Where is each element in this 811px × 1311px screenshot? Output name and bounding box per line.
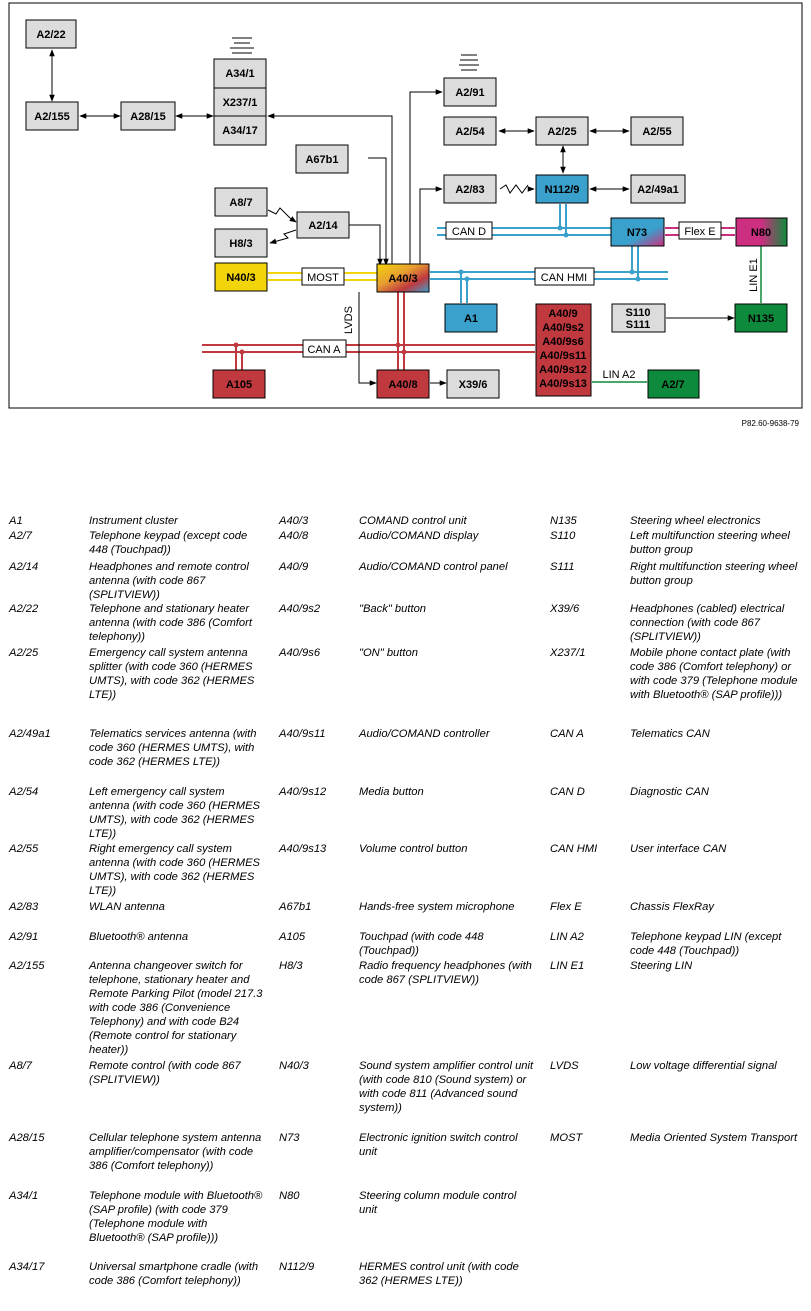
legend-code: N135 bbox=[550, 515, 577, 527]
n135-label: N135 bbox=[747, 313, 775, 325]
n73-label: N73 bbox=[626, 227, 648, 239]
legend-code: A67b1 bbox=[279, 901, 312, 913]
bus-label-can-a bbox=[303, 340, 346, 357]
legend-description: COMAND control unit bbox=[359, 515, 467, 527]
a34-17-label: A34/17 bbox=[222, 125, 258, 137]
a105-label: A105 bbox=[225, 379, 253, 391]
x237-1-label: X237/1 bbox=[222, 97, 258, 109]
box-a2-22 bbox=[26, 20, 76, 48]
s111-label: S111 bbox=[625, 319, 651, 331]
legend-code: A28/15 bbox=[9, 1132, 45, 1144]
legend-code: A2/25 bbox=[9, 647, 39, 659]
a40-9-label: A40/9 bbox=[548, 308, 578, 320]
legend-code: A40/9s6 bbox=[279, 647, 321, 659]
a2-83-label: A2/83 bbox=[455, 184, 485, 196]
legend-description: Telephone and stationary heater antenna (with code 386 (Comfort telephony)) bbox=[89, 603, 252, 643]
reference-code: P82.60-9638-79 bbox=[741, 419, 799, 428]
legend-description: Media button bbox=[359, 786, 424, 798]
legend-code: X237/1 bbox=[550, 647, 586, 659]
a34-1-label: A34/1 bbox=[225, 68, 255, 80]
a8-7-label: A8/7 bbox=[229, 197, 253, 209]
box-a2-54 bbox=[444, 117, 496, 145]
box-a8-7 bbox=[215, 188, 267, 216]
legend-description: Right multifunction steering wheel button group bbox=[630, 561, 798, 587]
box-a2-83 bbox=[444, 175, 496, 203]
bus-label-can-hmi bbox=[535, 268, 594, 285]
legend-description: Steering column module control unit bbox=[359, 1190, 517, 1216]
box-a28-15 bbox=[121, 102, 175, 130]
legend-description: Steering LIN bbox=[630, 960, 693, 972]
legend-code: S111 bbox=[550, 561, 575, 573]
a2-55-label: A2/55 bbox=[642, 126, 672, 138]
bus-label-most bbox=[302, 268, 344, 285]
svg-text:Flex E: Flex E bbox=[684, 226, 716, 238]
legend-code: MOST bbox=[550, 1132, 583, 1144]
legend-code: A40/9s12 bbox=[279, 786, 327, 798]
box-a105 bbox=[213, 370, 265, 398]
diagram-frame bbox=[9, 3, 802, 408]
svg-text:CAN A: CAN A bbox=[307, 344, 341, 356]
box-a2-49a1 bbox=[631, 175, 685, 203]
a40-9s12-label: A40/9s12 bbox=[539, 364, 587, 376]
a40-8-label: A40/8 bbox=[388, 379, 418, 391]
legend-description: Mobile phone contact plate (with code 386 (Comfort telephony) or with code 379 (Telephone module with Bluetooth® (SAP profile))) bbox=[630, 647, 798, 701]
legend-description: Radio frequency headphones (with code 867 (SPLITVIEW)) bbox=[359, 960, 532, 986]
a40-3-label: A40/3 bbox=[388, 273, 418, 285]
legend-code: CAN D bbox=[550, 786, 585, 798]
legend-description: User interface CAN bbox=[630, 843, 727, 855]
bus-label-flex-e bbox=[679, 222, 721, 239]
legend-code: A2/83 bbox=[9, 901, 39, 913]
legend-code: A2/22 bbox=[9, 603, 39, 615]
a2-22-label: A2/22 bbox=[36, 29, 66, 41]
legend-code: A2/54 bbox=[9, 786, 39, 798]
legend-description: Telephone keypad LIN (except code 448 (Touchpad)) bbox=[630, 931, 782, 957]
n40-3-label: N40/3 bbox=[226, 272, 256, 284]
legend-description: Telematics services antenna (with code 360 (HERMES UMTS), with code 362 (HERMES LTE)) bbox=[89, 728, 257, 768]
box-n135 bbox=[735, 304, 787, 332]
box-a40-8 bbox=[377, 370, 429, 398]
a2-49a1-label: A2/49a1 bbox=[637, 184, 679, 196]
legend-description: WLAN antenna bbox=[89, 901, 165, 913]
box-a2-7 bbox=[648, 370, 699, 398]
legend-description: Touchpad (with code 448 (Touchpad)) bbox=[359, 931, 484, 957]
legend-description: Instrument cluster bbox=[89, 515, 178, 527]
legend-description: Audio/COMAND control panel bbox=[359, 561, 508, 573]
legend-description: Sound system amplifier control unit (with code 810 (Sound system) or with code 811 (Advanced sound system)) bbox=[359, 1060, 534, 1114]
a40-9s11-label: A40/9s11 bbox=[539, 350, 587, 362]
legend-code: Flex E bbox=[550, 901, 582, 913]
legend-code: X39/6 bbox=[550, 603, 580, 615]
legend-description: Hands-free system microphone bbox=[359, 901, 515, 913]
box-a40-3 bbox=[377, 264, 429, 292]
bus-label-lin-a2 bbox=[602, 369, 635, 381]
s110-label: S110 bbox=[625, 307, 651, 319]
legend-code: A34/1 bbox=[9, 1190, 39, 1202]
legend-code: A2/155 bbox=[9, 960, 45, 972]
a2-155-label: A2/155 bbox=[34, 111, 70, 123]
n80-label: N80 bbox=[750, 227, 772, 239]
legend-description: Low voltage differential signal bbox=[630, 1060, 777, 1072]
legend-description: "ON" button bbox=[359, 647, 418, 659]
legend-description: Chassis FlexRay bbox=[630, 901, 714, 913]
box-x39-6 bbox=[447, 370, 499, 398]
a2-25-label: A2/25 bbox=[547, 126, 577, 138]
legend-description: Left emergency call system antenna (with code 360 (HERMES UMTS), with code 362 (HERMES LTE)) bbox=[89, 786, 261, 840]
legend-description: Right emergency call system antenna (with code 360 (HERMES UMTS), with code 362 (HERMES LTE)) bbox=[89, 843, 261, 897]
a40-9s6-label: A40/9s6 bbox=[542, 336, 584, 348]
legend-code: A2/7 bbox=[9, 530, 33, 542]
legend-code: A8/7 bbox=[9, 1060, 33, 1072]
a2-54-label: A2/54 bbox=[455, 126, 485, 138]
legend-description: Telephone module with Bluetooth® (SAP profile) (with code 379 (Telephone module with Bluetooth® (SAP profile))) bbox=[89, 1190, 263, 1244]
box-s110-s111 bbox=[612, 304, 665, 332]
legend-description: Volume control button bbox=[359, 843, 468, 855]
legend-code: CAN HMI bbox=[550, 843, 598, 855]
box-a2-155 bbox=[26, 102, 78, 130]
antenna-icon bbox=[230, 38, 479, 70]
legend-code: LIN A2 bbox=[550, 931, 584, 943]
a40-9s2-label: A40/9s2 bbox=[542, 322, 584, 334]
legend-description: Media Oriented System Transport bbox=[630, 1132, 798, 1144]
legend-code: N80 bbox=[279, 1190, 300, 1202]
legend-code: A40/9s13 bbox=[279, 843, 327, 855]
legend-code: A2/14 bbox=[9, 561, 39, 573]
legend-description: Telephone keypad (except code 448 (Touchpad)) bbox=[89, 530, 248, 556]
legend-description: Audio/COMAND display bbox=[359, 530, 479, 542]
box-n80 bbox=[736, 218, 787, 246]
legend-description: Headphones (cabled) electrical connection (with code 867 (SPLITVIEW)) bbox=[630, 603, 785, 643]
bus-label-can-d bbox=[446, 222, 492, 239]
legend-code: A40/3 bbox=[279, 515, 309, 527]
bus-label-lvds bbox=[343, 306, 355, 334]
legend-code: A34/17 bbox=[9, 1261, 45, 1273]
legend-code: A105 bbox=[279, 931, 306, 943]
legend-description: HERMES control unit (with code 362 (HERMES LTE)) bbox=[359, 1261, 519, 1287]
svg-text:MOST: MOST bbox=[307, 272, 339, 284]
legend-description: "Back" button bbox=[359, 603, 427, 615]
legend-description: Remote control (with code 867 (SPLITVIEW)) bbox=[89, 1060, 241, 1086]
legend-code: S110 bbox=[550, 530, 576, 542]
n112-9-label: N112/9 bbox=[544, 184, 580, 196]
legend-description: Steering wheel electronics bbox=[630, 515, 761, 527]
box-a1 bbox=[445, 304, 497, 332]
legend-code: A2/91 bbox=[9, 931, 39, 943]
legend-description: Emergency call system antenna splitter (with code 360 (HERMES UMTS), with code 362 (HERMES LTE)) bbox=[89, 647, 255, 701]
svg-text:LVDS: LVDS bbox=[343, 306, 355, 334]
svg-text:CAN HMI: CAN HMI bbox=[540, 272, 588, 284]
a40-9s13-label: A40/9s13 bbox=[539, 378, 587, 390]
box-n73 bbox=[611, 218, 664, 246]
legend-description: Cellular telephone system antenna amplifier/compensator (with code 386 (Comfort telephony)) bbox=[89, 1132, 262, 1172]
legend-description: Bluetooth® antenna bbox=[89, 931, 189, 943]
legend-code: A40/8 bbox=[279, 530, 309, 542]
svg-text:CAN D: CAN D bbox=[451, 226, 487, 238]
bus-label-lin-e1 bbox=[748, 258, 760, 292]
box-a2-55 bbox=[631, 117, 683, 145]
x39-6-label: X39/6 bbox=[458, 379, 488, 391]
a28-15-label: A28/15 bbox=[130, 111, 166, 123]
box-n112-9 bbox=[536, 175, 588, 203]
legend-description: Electronic ignition switch control unit bbox=[359, 1132, 518, 1158]
legend-code: H8/3 bbox=[279, 960, 303, 972]
box-a34-1-group bbox=[214, 59, 266, 145]
legend-description: Antenna changeover switch for telephone, stationary heater and Remote Parking Pilot (model 217.3 with code 386 (Convenience Telephony) and with code B24 (Remote control for stationary heater)) bbox=[89, 960, 263, 1056]
box-a2-14 bbox=[297, 212, 349, 238]
legend-code: LIN E1 bbox=[550, 960, 585, 972]
signal-arrows bbox=[52, 50, 734, 383]
legend-description: Audio/COMAND controller bbox=[359, 728, 490, 740]
box-n40-3 bbox=[215, 263, 267, 291]
legend-description: Telematics CAN bbox=[630, 728, 710, 740]
svg-text:LIN A2: LIN A2 bbox=[602, 369, 636, 381]
box-a2-25 bbox=[536, 117, 588, 145]
legend-description: Left multifunction steering wheel button group bbox=[630, 530, 790, 556]
box-h8-3 bbox=[215, 229, 267, 257]
legend-code: N112/9 bbox=[279, 1261, 315, 1273]
box-a2-91 bbox=[444, 78, 496, 106]
legend-code: A2/49a1 bbox=[9, 728, 51, 740]
a2-7-label: A2/7 bbox=[661, 379, 685, 391]
legend-code: A1 bbox=[9, 515, 23, 527]
a67b1-label: A67b1 bbox=[305, 154, 339, 166]
box-a67b1 bbox=[296, 145, 348, 173]
svg-text:LIN E1: LIN E1 bbox=[748, 258, 760, 292]
legend-code: N40/3 bbox=[279, 1060, 309, 1072]
legend-code: A40/9s11 bbox=[279, 728, 326, 740]
legend-code: LVDS bbox=[550, 1060, 579, 1072]
legend-code: A2/55 bbox=[9, 843, 39, 855]
legend-description: Universal smartphone cradle (with code 386 (Comfort telephony)) bbox=[89, 1261, 259, 1287]
a2-91-label: A2/91 bbox=[455, 87, 485, 99]
legend-code: A40/9s2 bbox=[279, 603, 321, 615]
box-a40-9-group bbox=[536, 304, 591, 396]
legend-description: Headphones and remote control antenna (with code 867 (SPLITVIEW)) bbox=[89, 561, 249, 601]
legend-code: A40/9 bbox=[279, 561, 309, 573]
legend-description: Diagnostic CAN bbox=[630, 786, 709, 798]
legend-code: N73 bbox=[279, 1132, 300, 1144]
a2-14-label: A2/14 bbox=[308, 220, 338, 232]
h8-3-label: H8/3 bbox=[229, 238, 253, 250]
a1-label: A1 bbox=[463, 313, 479, 325]
legend-code: CAN A bbox=[550, 728, 584, 740]
network-diagram bbox=[0, 0, 811, 412]
